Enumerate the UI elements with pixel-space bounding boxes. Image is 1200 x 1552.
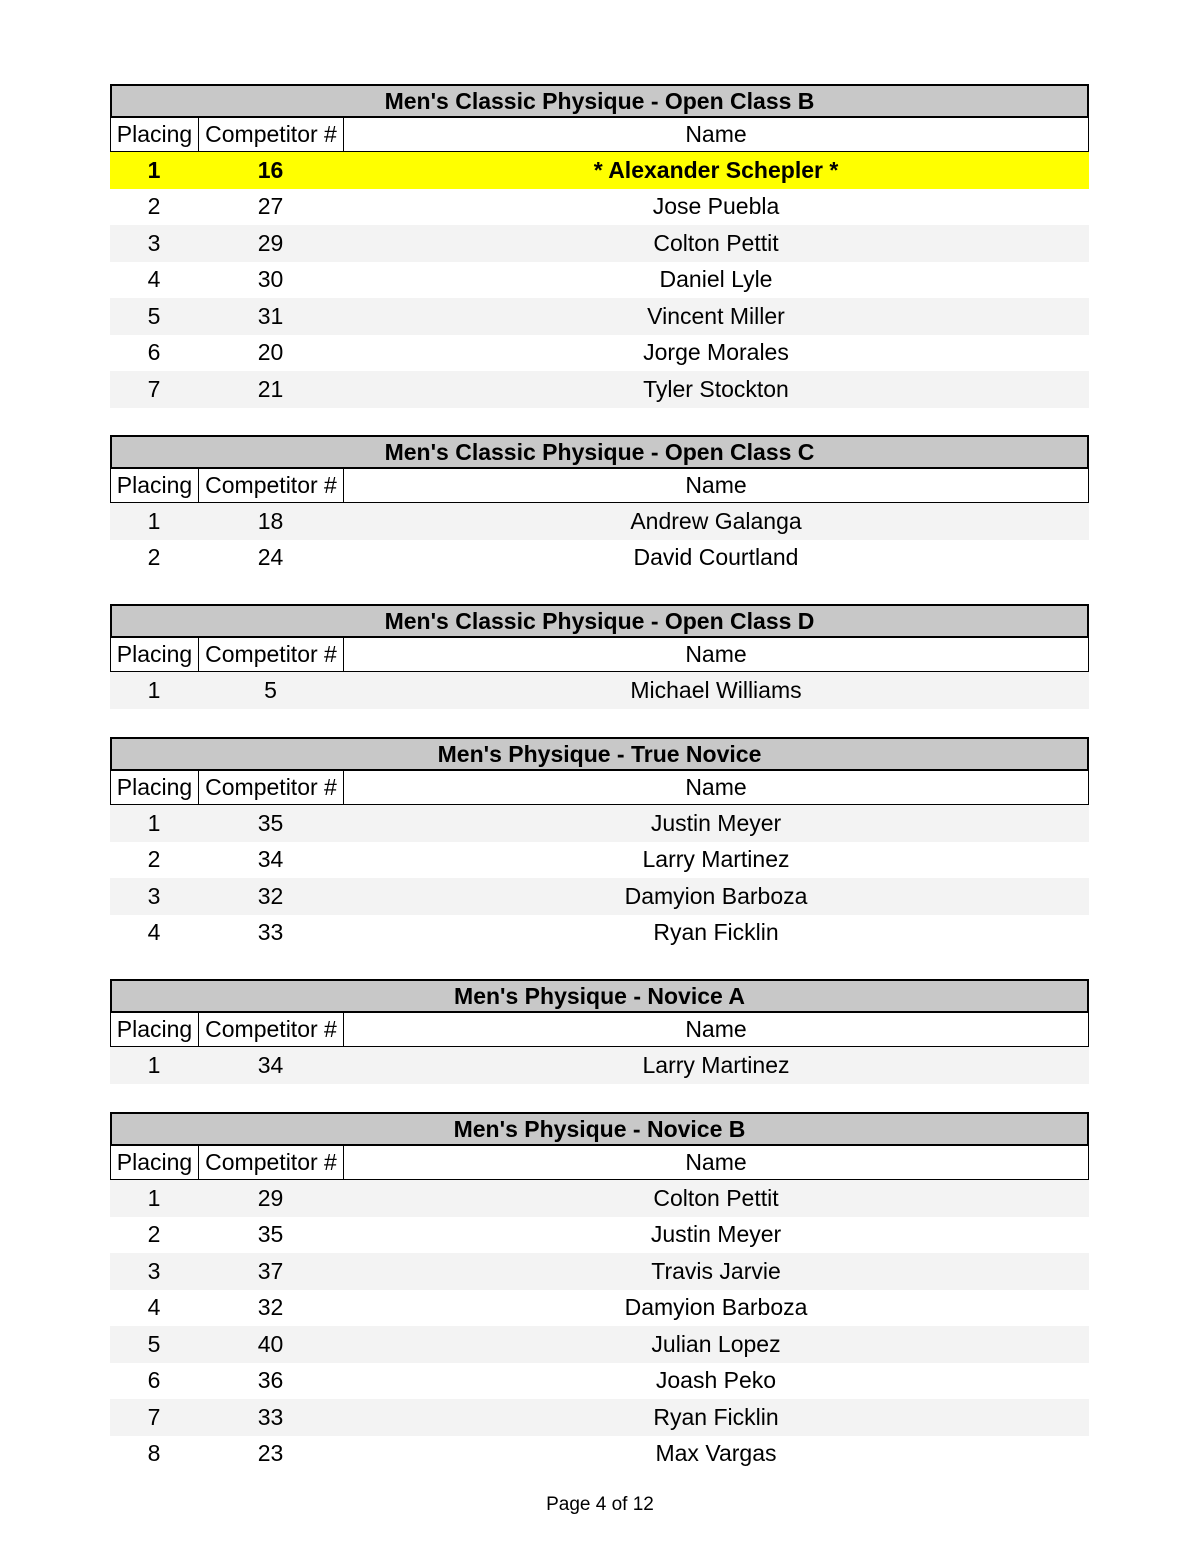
placing-header: Placing [111,638,199,671]
section-title: Men's Classic Physique - Open Class B [110,84,1089,118]
competitor-number-cell: 35 [257,809,284,836]
name-header: Name [685,472,747,498]
competitor-header: Competitor # [199,1146,344,1179]
placing-cell: 5 [147,1330,161,1357]
results-section [110,1112,1089,1472]
section-title: Men's Physique - Novice A [110,979,1089,1013]
competitor-header: Competitor # [199,771,344,804]
competitor-name-cell: Colton Pettit [653,229,779,256]
table-row [110,503,1089,540]
placing-cell: 5 [147,302,161,329]
table-row [110,1326,1089,1363]
placing-cell: 2 [147,544,161,571]
placing-cell: 6 [147,339,161,366]
column-header-row [110,118,1089,152]
table-row [110,540,1089,577]
competitor-number-cell: 33 [257,1403,284,1430]
results-section [110,84,1089,408]
competitor-number-cell: 23 [257,1440,284,1467]
placing-cell: 7 [147,375,161,402]
competitor-name-cell: Justin Meyer [650,1221,782,1248]
competitor-name-cell: Ryan Ficklin [653,919,779,946]
placing-cell: 8 [147,1440,161,1467]
placing-header: Placing [111,1013,199,1046]
competitor-name-cell: Colton Pettit [653,1184,779,1211]
section-rows [110,805,1089,951]
competitor-number-cell: 16 [257,156,284,183]
competitor-name-cell: Jorge Morales [643,339,789,366]
competitor-number-cell: 31 [257,302,284,329]
placing-cell: 6 [147,1367,161,1394]
section-rows [110,1180,1089,1472]
competitor-number-cell: 29 [257,1184,284,1211]
competitor-header: Competitor # [199,118,344,151]
table-row [110,842,1089,879]
placing-cell: 4 [147,1294,161,1321]
table-row [110,672,1089,709]
competitor-header: Competitor # [199,469,344,502]
competitor-number-cell: 40 [257,1330,284,1357]
section-title: Men's Physique - True Novice [110,737,1089,771]
table-row [110,915,1089,952]
competitor-name-cell: Jose Puebla [652,193,780,220]
competitor-header: Competitor # [199,1013,344,1046]
table-row [110,335,1089,372]
placing-cell: 1 [147,676,161,703]
competitor-name-cell: Tyler Stockton [643,375,789,402]
placing-cell: 1 [147,156,161,183]
competitor-number-cell: 29 [257,229,284,256]
placing-cell: 2 [147,193,161,220]
competitor-name-cell: Damyion Barboza [624,882,808,909]
placing-header: Placing [111,118,199,151]
results-section [110,979,1089,1084]
name-header: Name [685,774,747,800]
placing-header: Placing [111,469,199,502]
table-row [110,878,1089,915]
section-rows [110,503,1089,576]
competitor-number-cell: 34 [257,846,284,873]
placing-header: Placing [111,1146,199,1179]
competitor-name-cell: Vincent Miller [647,302,785,329]
competitor-number-cell: 30 [257,266,284,293]
competitor-number-cell: 34 [257,1051,284,1078]
competitor-name-cell: David Courtland [633,544,799,571]
column-header-row [110,1146,1089,1180]
competitor-number-cell: 36 [257,1367,284,1394]
table-row [110,225,1089,262]
competitor-name-cell: Joash Peko [655,1367,777,1394]
table-row [110,1180,1089,1217]
table-row [110,1253,1089,1290]
competitor-name-cell: Daniel Lyle [659,266,773,293]
placing-cell: 1 [147,809,161,836]
competitor-name-cell: Damyion Barboza [624,1294,808,1321]
table-row [110,1290,1089,1327]
competitor-header: Competitor # [199,638,344,671]
section-title: Men's Classic Physique - Open Class D [110,604,1089,638]
competitor-number-cell: 32 [257,882,284,909]
name-header: Name [685,1016,747,1042]
section-rows [110,152,1089,408]
page-number: Page 4 of 12 [546,1494,654,1515]
competitor-name-cell: Larry Martinez [642,846,790,873]
placing-cell: 1 [147,1051,161,1078]
table-row [110,262,1089,299]
placing-cell: 3 [147,229,161,256]
placing-cell: 4 [147,919,161,946]
table-row [110,805,1089,842]
competitor-number-cell: 18 [257,507,284,534]
table-row [110,371,1089,408]
placing-cell: 1 [147,1184,161,1211]
competitor-name-cell: Max Vargas [655,1440,777,1467]
competitor-number-cell: 37 [257,1257,284,1284]
competitor-number-cell: 32 [257,1294,284,1321]
section-title: Men's Classic Physique - Open Class C [110,435,1089,469]
table-row [110,1363,1089,1400]
table-row [110,189,1089,226]
competitor-name-cell: Andrew Galanga [630,507,802,534]
results-section [110,604,1089,709]
competitor-number-cell: 35 [257,1221,284,1248]
competitor-number-cell: 21 [257,375,284,402]
placing-cell: 3 [147,882,161,909]
column-header-row [110,469,1089,503]
competitor-number-cell: 24 [257,544,284,571]
placing-cell: 4 [147,266,161,293]
competitor-name-cell: Justin Meyer [650,809,782,836]
competitor-name-cell: Larry Martinez [642,1051,790,1078]
competitor-name-cell: Ryan Ficklin [653,1403,779,1430]
table-row [110,1217,1089,1254]
competitor-name-cell: * Alexander Schepler * [593,156,839,183]
table-row [110,1047,1089,1084]
column-header-row [110,638,1089,672]
placing-cell: 2 [147,846,161,873]
results-section [110,435,1089,576]
section-rows [110,672,1089,709]
competitor-name-cell: Travis Jarvie [651,1257,781,1284]
placing-cell: 1 [147,507,161,534]
results-section [110,737,1089,951]
table-row [110,152,1089,189]
competitor-name-cell: Michael Williams [630,676,802,703]
section-title: Men's Physique - Novice B [110,1112,1089,1146]
competitor-number-cell: 5 [264,676,277,703]
column-header-row [110,771,1089,805]
placing-cell: 2 [147,1221,161,1248]
placing-cell: 3 [147,1257,161,1284]
competitor-number-cell: 20 [257,339,284,366]
placing-cell: 7 [147,1403,161,1430]
name-header: Name [685,121,747,147]
competitor-number-cell: 33 [257,919,284,946]
table-row [110,298,1089,335]
name-header: Name [685,1149,747,1175]
competitor-name-cell: Julian Lopez [651,1330,781,1357]
name-header: Name [685,641,747,667]
column-header-row [110,1013,1089,1047]
section-rows [110,1047,1089,1084]
placing-header: Placing [111,771,199,804]
table-row [110,1436,1089,1473]
competitor-number-cell: 27 [257,193,284,220]
table-row [110,1399,1089,1436]
